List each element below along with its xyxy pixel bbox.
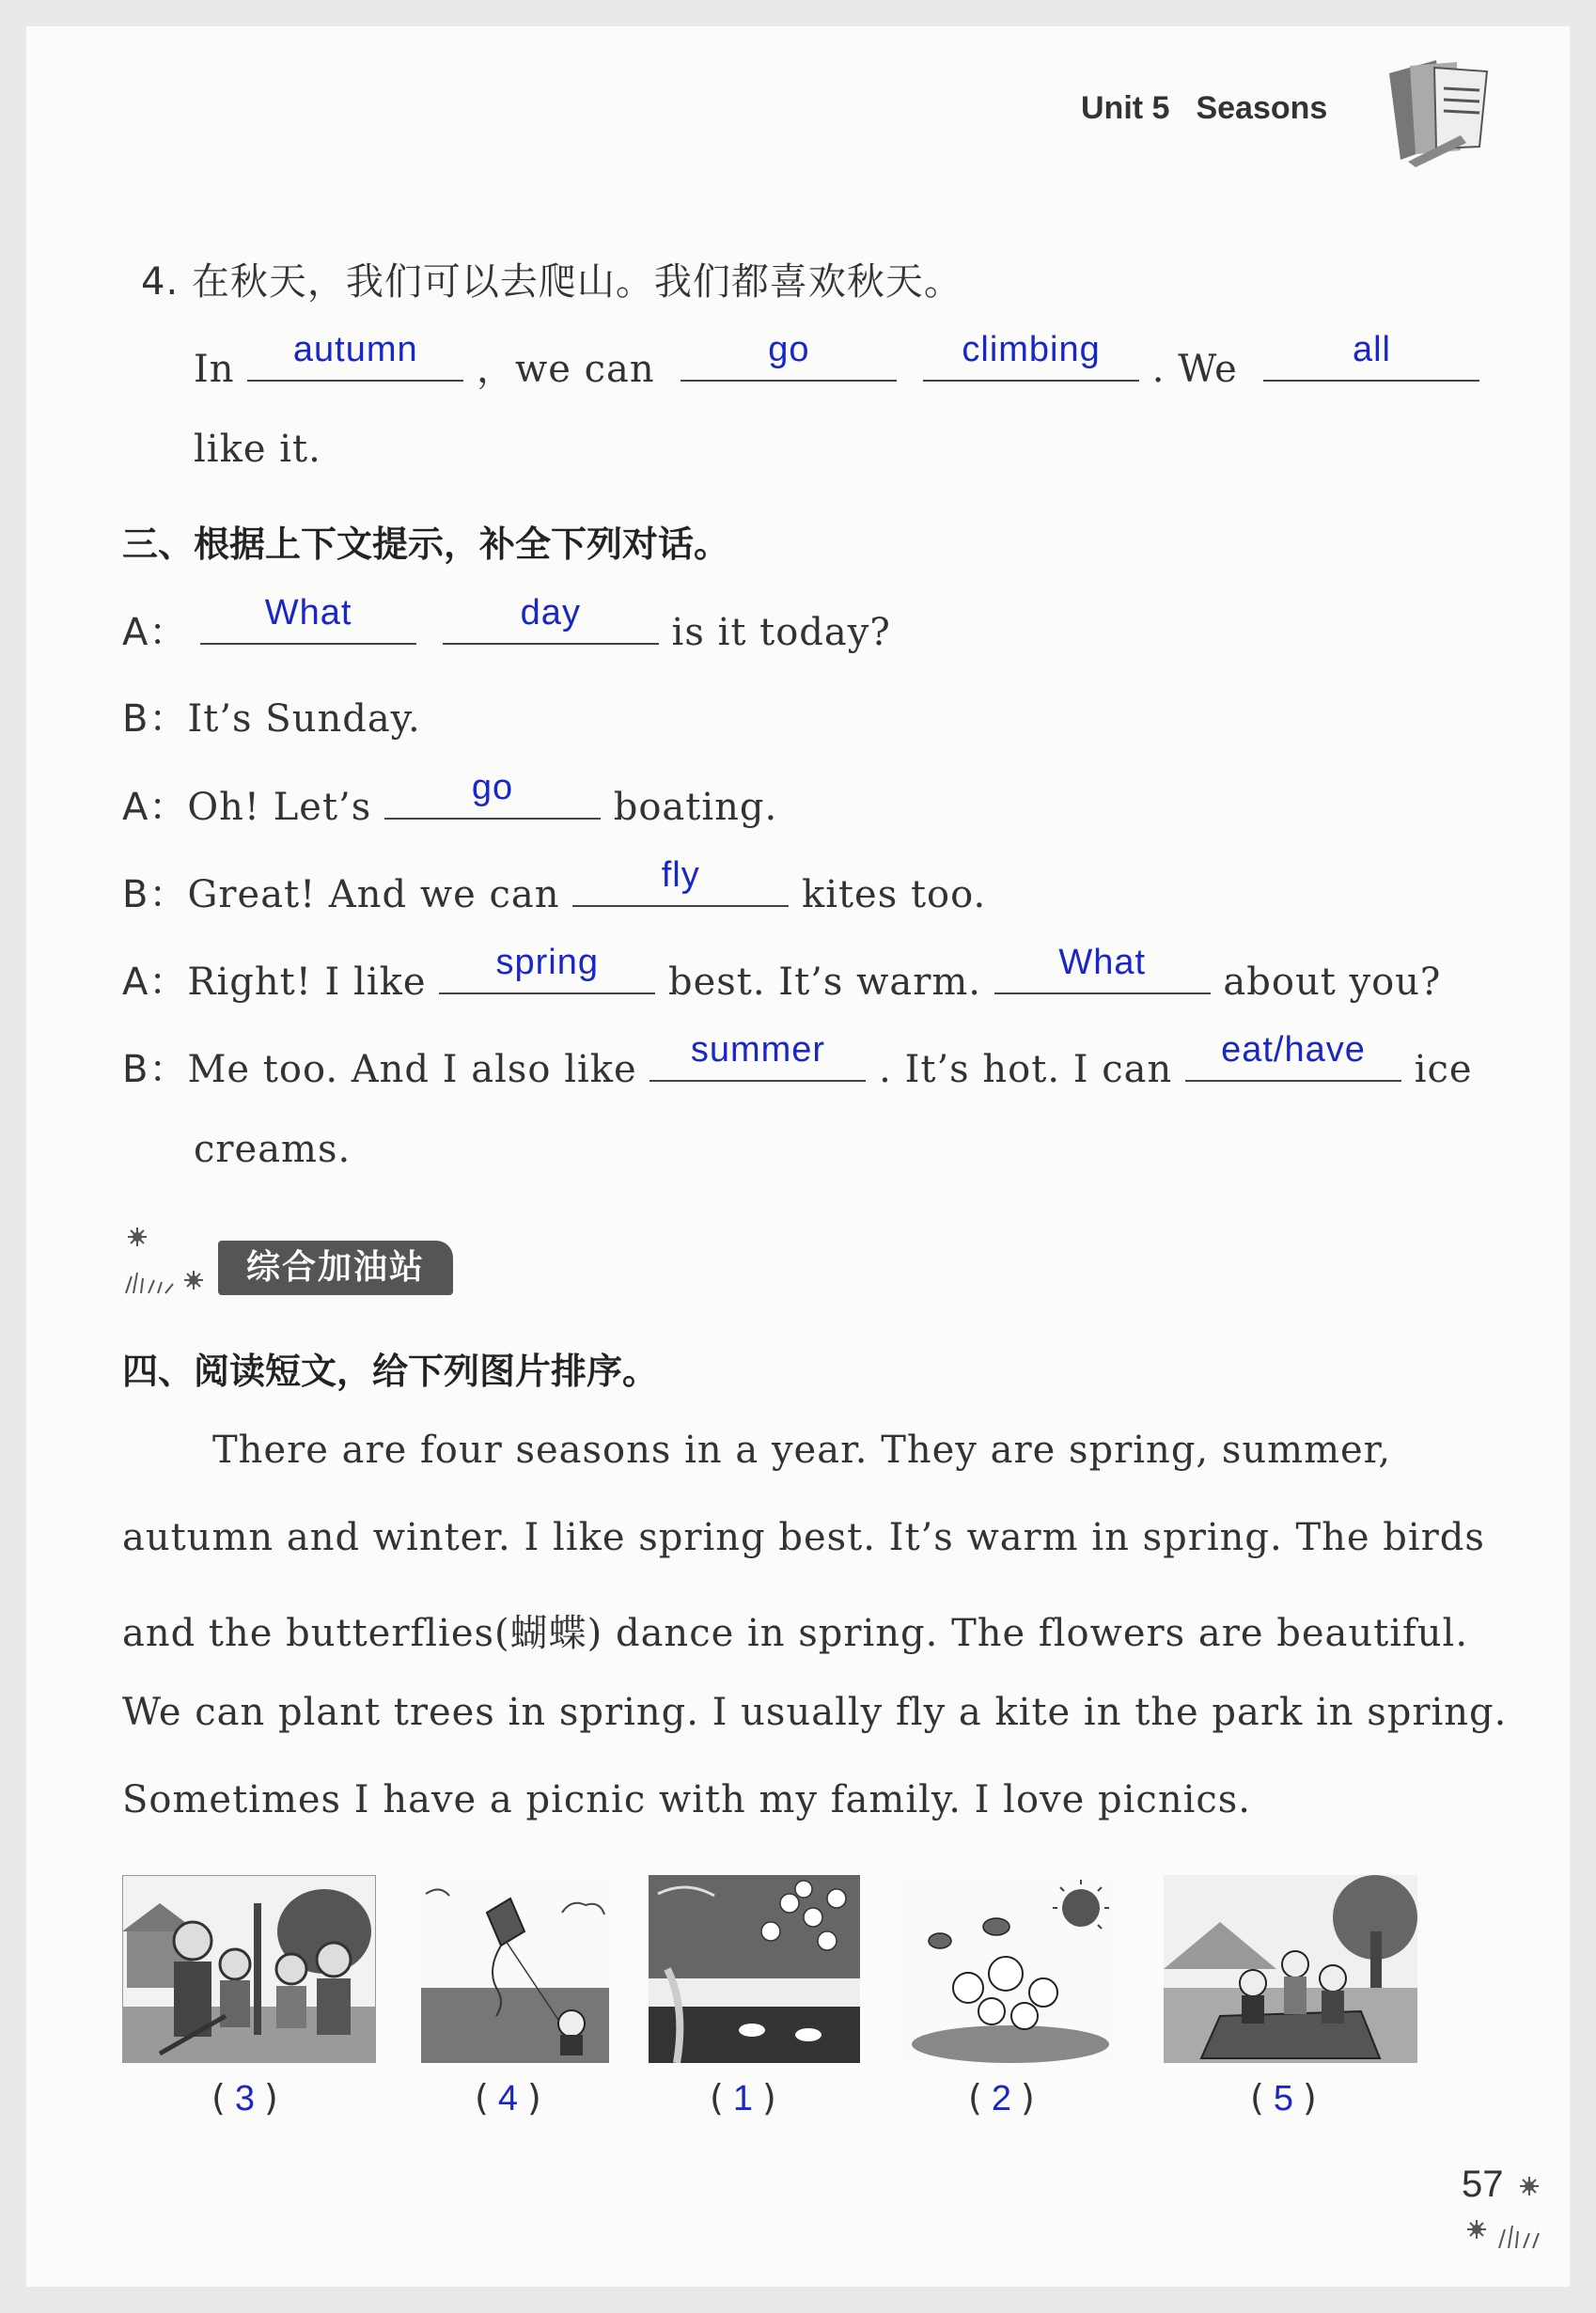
q4-chinese: 4. 在秋天，我们可以去爬山。我们都喜欢秋天。 bbox=[141, 260, 962, 304]
speaker-label: A： bbox=[122, 961, 188, 1004]
answer-blank[interactable] bbox=[200, 593, 416, 645]
dialogue-text: Right! I like bbox=[187, 961, 427, 1004]
dialogue-text: Great! And we can bbox=[187, 873, 560, 916]
answer-text: go bbox=[768, 330, 810, 369]
answer-blank[interactable] bbox=[443, 593, 659, 645]
dialogue-text: kites too. bbox=[801, 873, 987, 916]
dialogue-text: ice bbox=[1414, 1048, 1473, 1091]
open-paren: ( bbox=[211, 2077, 226, 2118]
picture-order-label-5[interactable] bbox=[1250, 2077, 1317, 2119]
answer-text: What bbox=[1058, 943, 1147, 982]
dialogue-line-3 bbox=[122, 768, 778, 831]
text-in: In bbox=[194, 348, 235, 391]
close-paren: ) bbox=[761, 2077, 776, 2118]
dialogue-line-5 bbox=[122, 943, 1442, 1006]
answer-text: summer bbox=[690, 1030, 826, 1070]
answer-text: fly bbox=[661, 855, 700, 895]
reading-line-5: Sometimes I have a picnic with my family. I love picnics. bbox=[122, 1778, 1252, 1821]
answer-text: eat/have bbox=[1221, 1030, 1366, 1070]
dialogue-line-6-continued: creams. bbox=[194, 1128, 352, 1171]
open-paren: ( bbox=[475, 2077, 489, 2118]
kite-flying-picture-icon bbox=[421, 1875, 609, 2063]
flower-corner-decoration-icon bbox=[1462, 2171, 1565, 2259]
family-picnic-picture-icon bbox=[1164, 1875, 1417, 2063]
speaker-label: B： bbox=[122, 873, 188, 916]
answer-blank[interactable] bbox=[994, 943, 1211, 994]
text-we: . We bbox=[1151, 348, 1238, 391]
butterflies-and-sun-picture-icon bbox=[902, 1875, 1119, 2063]
dialogue-line-2 bbox=[122, 689, 421, 742]
dialogue-text: It’s Sunday. bbox=[187, 697, 421, 741]
dialogue-line-1 bbox=[122, 593, 891, 656]
order-answer: 2 bbox=[991, 2079, 1011, 2118]
unit-title: Seasons bbox=[1196, 90, 1328, 126]
picture-order-label-4[interactable] bbox=[968, 2077, 1035, 2119]
reading-line-2: autumn and winter. I like spring best. It’s warm in spring. The birds bbox=[122, 1516, 1485, 1559]
answer-text: all bbox=[1352, 330, 1391, 369]
open-paren: ( bbox=[710, 2077, 724, 2118]
open-paren: ( bbox=[968, 2077, 982, 2118]
unit-label: Unit 5 bbox=[1081, 90, 1170, 126]
answer-text: go bbox=[471, 768, 514, 807]
answer-blank[interactable] bbox=[439, 943, 655, 994]
flower-grass-decoration-icon bbox=[120, 1224, 224, 1303]
answer-blank[interactable] bbox=[1185, 1030, 1401, 1082]
dialogue-text: boating. bbox=[613, 786, 778, 829]
dialogue-text: about you? bbox=[1223, 961, 1442, 1004]
answer-blank[interactable] bbox=[681, 330, 897, 382]
reading-line-4: We can plant trees in spring. I usually fly a kite in the park in spring. bbox=[122, 1691, 1508, 1734]
close-paren: ) bbox=[1020, 2077, 1035, 2118]
picture-order-label-2[interactable] bbox=[475, 2077, 541, 2119]
answer-blank[interactable] bbox=[247, 330, 463, 382]
q4-english-line1 bbox=[194, 330, 1479, 393]
dialogue-text: Me too. And I also like bbox=[187, 1048, 637, 1091]
section4-title: 四、阅读短文，给下列图片排序。 bbox=[122, 1351, 659, 1392]
dialogue-text: Oh! Let’s bbox=[187, 786, 372, 829]
reading-line-1: There are four seasons in a year. They are spring, summer, bbox=[212, 1429, 1392, 1472]
page-number: 57 bbox=[1462, 2164, 1504, 2205]
reading-line-3: and the butterflies(蝴蝶) dance in spring. The flowers are beautiful. bbox=[122, 1612, 1469, 1655]
picture-order-label-3[interactable] bbox=[710, 2077, 776, 2119]
close-paren: ) bbox=[263, 2077, 278, 2118]
book-icon bbox=[1382, 56, 1504, 173]
dialogue-text: . It’s hot. I can bbox=[879, 1048, 1173, 1091]
dialogue-text: is it today? bbox=[671, 611, 891, 654]
answer-blank[interactable] bbox=[384, 768, 601, 820]
picture-order-label-1[interactable] bbox=[211, 2077, 278, 2119]
page-header bbox=[1081, 90, 1327, 127]
answer-blank[interactable] bbox=[1263, 330, 1479, 382]
answer-text: day bbox=[520, 593, 581, 633]
order-answer: 4 bbox=[497, 2079, 518, 2118]
banner-title: 综合加油站 bbox=[218, 1241, 453, 1295]
answer-text: autumn bbox=[292, 330, 418, 369]
order-answer: 1 bbox=[732, 2079, 753, 2118]
text-we-can: ，we can bbox=[477, 348, 655, 391]
speaker-label: A： bbox=[122, 786, 188, 829]
tree-planting-picture-icon bbox=[122, 1875, 376, 2063]
close-paren: ) bbox=[1302, 2077, 1317, 2118]
answer-blank[interactable] bbox=[572, 855, 789, 907]
answer-blank[interactable] bbox=[923, 330, 1139, 382]
dialogue-line-4 bbox=[122, 855, 987, 918]
section3-title: 三、根据上下文提示，补全下列对话。 bbox=[122, 524, 730, 565]
order-answer: 3 bbox=[234, 2079, 255, 2118]
answer-text: spring bbox=[495, 943, 599, 982]
open-paren: ( bbox=[1250, 2077, 1264, 2118]
answer-text: What bbox=[264, 593, 352, 633]
order-answer: 5 bbox=[1273, 2079, 1293, 2118]
speaker-label: B： bbox=[122, 697, 188, 741]
close-paren: ) bbox=[526, 2077, 541, 2118]
dialogue-text: best. It’s warm. bbox=[667, 961, 981, 1004]
answer-blank[interactable] bbox=[649, 1030, 866, 1082]
speaker-label: A： bbox=[122, 611, 188, 654]
flowers-and-ducks-picture-icon bbox=[649, 1875, 860, 2063]
q4-english-line2: like it. bbox=[194, 428, 321, 471]
speaker-label: B： bbox=[122, 1048, 188, 1091]
answer-text: climbing bbox=[962, 330, 1101, 369]
dialogue-line-6 bbox=[122, 1030, 1473, 1093]
